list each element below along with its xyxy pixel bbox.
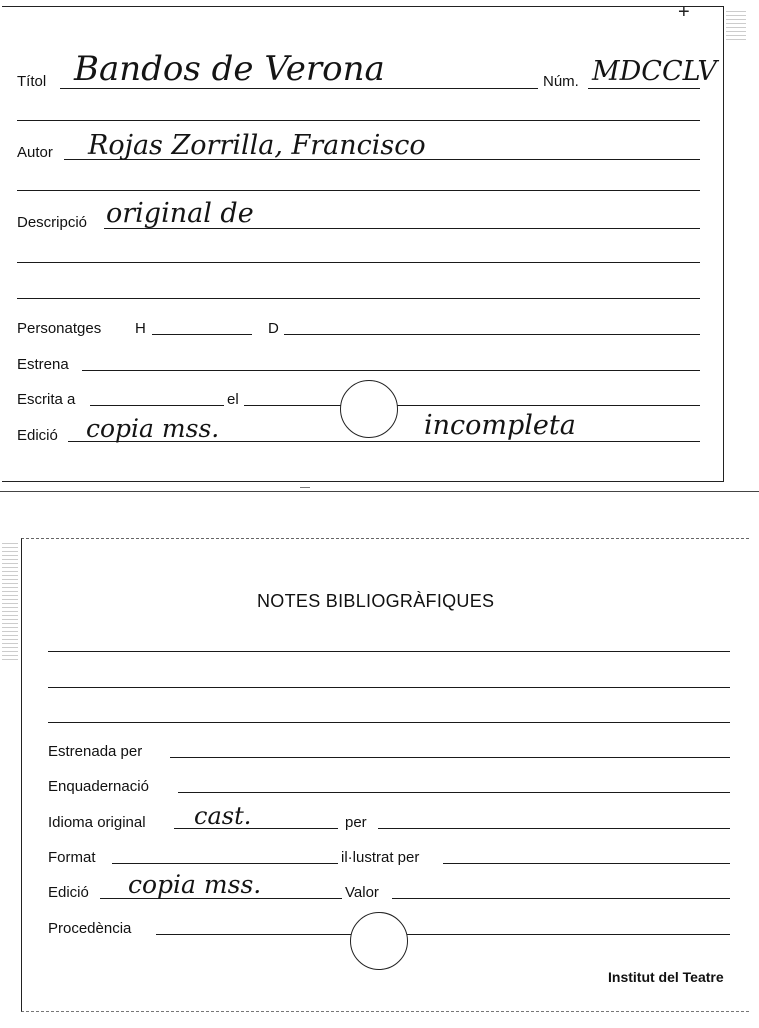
- author-value: Rojas Zorrilla, Francisco: [88, 130, 426, 161]
- blank-line: [17, 262, 700, 263]
- premiered-by-line: [170, 757, 730, 758]
- written-at-line: [90, 405, 224, 406]
- characters-label: Personatges: [17, 320, 102, 337]
- scan-speckle: [726, 10, 746, 40]
- binding-label: Enquadernació: [48, 778, 149, 795]
- number-value: MDCCLV: [592, 56, 717, 87]
- scan-speckle: [2, 540, 18, 660]
- original-language-label: Idioma original: [48, 814, 146, 831]
- value-label: Valor: [345, 884, 379, 901]
- blank-line: [17, 190, 700, 191]
- written-on-line: [244, 405, 700, 406]
- format-line: [112, 863, 338, 864]
- punch-hole: [340, 380, 398, 438]
- premiered-by-label: Estrenada per: [48, 743, 143, 760]
- separator-mark: [300, 487, 310, 488]
- format-label: Format: [48, 849, 96, 866]
- written-at-label: Escrita a: [17, 391, 76, 408]
- provenance-label: Procedència: [48, 920, 132, 937]
- characters-h-label: H: [135, 320, 146, 337]
- edition-note-value: incompleta: [424, 410, 576, 441]
- original-language-value: cast.: [194, 802, 252, 830]
- provenance-line: [156, 934, 730, 935]
- institution-footer: Institut del Teatre: [608, 969, 724, 985]
- bibliographic-notes-heading: NOTES BIBLIOGRÀFIQUES: [257, 591, 495, 611]
- description-value: original de: [106, 198, 254, 229]
- characters-h-line: [152, 334, 252, 335]
- blank-line: [48, 687, 730, 688]
- premiere-line: [82, 370, 700, 371]
- illustrated-by-line: [443, 863, 730, 864]
- blank-line: [48, 722, 730, 723]
- blank-line: [17, 120, 700, 121]
- author-label: Autor: [17, 144, 53, 161]
- description-label: Descripció: [17, 214, 88, 231]
- binding-line: [178, 792, 730, 793]
- number-label: Núm.: [543, 73, 579, 90]
- characters-d-label: D: [268, 320, 279, 337]
- punch-hole: [350, 912, 408, 970]
- premiere-label: Estrena: [17, 356, 69, 373]
- title-value: Bandos de Verona: [74, 49, 385, 89]
- title-label: Títol: [17, 73, 47, 90]
- edition-value-back: copia mss.: [128, 870, 262, 899]
- written-on-label: el: [227, 391, 239, 408]
- translated-by-label: per: [345, 814, 367, 831]
- value-line: [392, 898, 730, 899]
- blank-line: [17, 298, 700, 299]
- characters-d-line: [284, 334, 700, 335]
- number-line: [588, 88, 700, 89]
- edition-label: Edició: [17, 427, 58, 444]
- blank-line: [48, 651, 730, 652]
- edition-value: copia mss.: [86, 414, 220, 443]
- plus-marker: +: [678, 1, 690, 23]
- translated-by-line: [378, 828, 730, 829]
- edition-label-back: Edició: [48, 884, 89, 901]
- illustrated-by-label: il·lustrat per: [341, 849, 420, 866]
- card-separator-line: [0, 491, 759, 492]
